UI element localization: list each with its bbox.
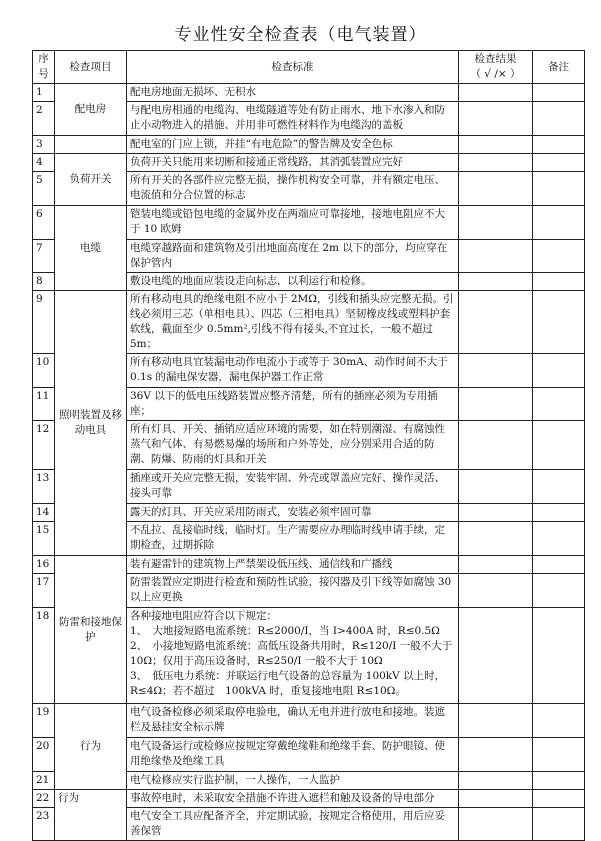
row-standard: 不乱拉、乱接临时线，临时灯。生产需要应办理临时线申请手续，定期检查，过期拆除	[127, 522, 459, 556]
row-standard: 所有灯具、开关、插销应适应环境的需要，如在特别潮湿、有腐蚀性蒸气和气体、有易燃易爆的场所和户外等处，应分别采用合适的防潮、防爆、防雨的灯具和开关	[127, 421, 459, 470]
group-label: 行为	[55, 790, 127, 841]
result-cell[interactable]	[459, 291, 533, 354]
table-row	[33, 136, 585, 154]
row-number: 18	[33, 608, 55, 704]
row-number: 3	[33, 136, 55, 154]
row-number: 12	[33, 421, 55, 470]
result-cell[interactable]	[459, 84, 533, 102]
row-standard: 电气设备运行或检修应按规定穿戴绝缘鞋和绝缘手套、防护眼镜、使用绝缘垫及绝缘工具	[127, 738, 459, 772]
row-standard: 负荷开关只能用来切断和接通正常线路，其消弧装置应完好	[127, 154, 459, 172]
note-cell[interactable]	[533, 84, 585, 102]
note-cell[interactable]	[533, 273, 585, 291]
row-number: 21	[33, 772, 55, 790]
group-label	[55, 136, 127, 154]
result-cell[interactable]	[459, 136, 533, 154]
std-line: 2、 小接地短路电流系统：高低压设备共用时，R≤120/I 一般不大于 10Ω；仅用于高压设备时，R≤250/I 一般不大于 10Ω	[130, 640, 463, 667]
note-cell[interactable]	[533, 240, 585, 273]
note-cell[interactable]	[533, 102, 585, 136]
note-cell[interactable]	[533, 136, 585, 154]
row-standard: 敷设电缆的地面应装设走向标志，以利运行和检修。	[127, 273, 459, 291]
header-standard: 检查标准	[127, 51, 459, 84]
note-cell[interactable]	[533, 556, 585, 574]
result-cell[interactable]	[459, 470, 533, 504]
note-cell[interactable]	[533, 772, 585, 790]
checklist-table	[32, 50, 585, 841]
row-number: 17	[33, 574, 55, 608]
result-cell[interactable]	[459, 273, 533, 291]
row-standard: 所有移动电具宜装漏电动作电流小于或等于 30mA、动作时间不大于 0.1s 的漏电保安器，漏电保护器工作正常	[127, 354, 459, 388]
result-cell[interactable]	[459, 421, 533, 470]
note-cell[interactable]	[533, 206, 585, 240]
group-label: 防雷和接地保护	[55, 556, 127, 704]
row-standard: 36V 以下的低电压线路装置应整齐清楚，所有的插座必须为专用插座；	[127, 388, 459, 421]
result-cell[interactable]	[459, 704, 533, 738]
row-standard: 防雷装置应定期进行检查和预防性试验，接闪器及引下线等如腐蚀 30 以上应更换	[127, 574, 459, 608]
row-number: 14	[33, 504, 55, 522]
std-line: 各种接地电阻应符合以下规定：	[130, 610, 277, 622]
row-number: 20	[33, 738, 55, 772]
row-number: 8	[33, 273, 55, 291]
header-row	[33, 51, 585, 84]
note-cell[interactable]	[533, 354, 585, 388]
row-standard: 电缆穿越路面和建筑物及引出地面高度在 2m 以下的部分，均应穿在保护管内	[127, 240, 459, 273]
row-standard-multiline	[127, 608, 463, 704]
row-standard: 所有移动电具的绝缘电阻不应小于 2MΩ，引线和插头应完整无损。引线必须用三芯（单相电具）、四芯（三相电具）坚韧橡皮线或塑料护套软线，截面至少 0.5mm²,引线不得有接头,不宜过长，一般不超过 5m；	[127, 291, 459, 354]
row-number: 10	[33, 354, 55, 388]
row-standard: 铠装电缆或铅包电缆的金属外皮在两端应可靠接地，接地电阻应不大于 10 欧姆	[127, 206, 459, 240]
row-number: 16	[33, 556, 55, 574]
group-label: 照明装置及移动电具	[55, 291, 127, 556]
result-cell[interactable]	[459, 574, 533, 608]
row-standard: 配电房地面无损坏、无积水	[127, 84, 459, 102]
row-standard: 装有避雷针的建筑物上严禁架设低压线、通信线和广播线	[127, 556, 459, 574]
row-number: 4	[33, 154, 55, 172]
note-cell[interactable]	[533, 574, 585, 608]
result-cell[interactable]	[459, 240, 533, 273]
row-standard: 配电室的门应上锁，并挂“有电危险”的警告牌及安全色标	[127, 136, 459, 154]
header-item: 检查项目	[55, 51, 127, 84]
result-cell[interactable]	[459, 556, 533, 574]
note-cell[interactable]	[533, 608, 585, 704]
row-number: 6	[33, 206, 55, 240]
note-cell[interactable]	[533, 738, 585, 772]
result-cell[interactable]	[459, 772, 533, 790]
page-title: 专业性安全检查表（电气装置）	[174, 25, 427, 45]
result-cell[interactable]	[459, 354, 533, 388]
result-cell[interactable]	[459, 738, 533, 772]
result-cell[interactable]	[459, 522, 533, 556]
note-cell[interactable]	[533, 522, 585, 556]
row-standard: 事故停电时，未采取安全措施不许进入遮栏和触及设备的导电部分	[127, 790, 459, 808]
result-cell[interactable]	[459, 504, 533, 522]
header-seq: 序号	[33, 51, 55, 84]
note-cell[interactable]	[533, 704, 585, 738]
result-cell[interactable]	[459, 388, 533, 421]
row-standard: 所有开关的各部件应完整无损，操作机构安全可靠，并有额定电压、电流值和分合位置的标志	[127, 172, 459, 206]
header-note: 备注	[533, 51, 585, 84]
row-standard: 露天的灯具、开关应采用防雨式，安装必须牢固可靠	[127, 504, 459, 522]
result-cell[interactable]	[459, 790, 533, 808]
note-cell[interactable]	[533, 172, 585, 206]
header-result-mark: （ √ /× ）	[470, 68, 521, 80]
note-cell[interactable]	[533, 388, 585, 421]
result-cell[interactable]	[459, 102, 533, 136]
table-row	[33, 704, 585, 738]
result-cell[interactable]	[459, 172, 533, 206]
row-standard: 插座或开关应完整无损，安装牢固、外壳或罩盖应完好、操作灵活、接头可靠	[127, 470, 459, 504]
row-number: 15	[33, 522, 55, 556]
row-standard: 电气检修应实行监护制，一人操作，一人监护	[127, 772, 459, 790]
result-cell[interactable]	[459, 608, 533, 704]
note-cell[interactable]	[533, 421, 585, 470]
row-number: 9	[33, 291, 55, 354]
row-number: 2	[33, 102, 55, 136]
group-label: 电缆	[55, 206, 127, 291]
row-number: 19	[33, 704, 55, 738]
row-standard: 电气安全工具应配备齐全，并定期试验，按规定合格使用，用后应妥善保管	[127, 808, 459, 841]
result-cell[interactable]	[459, 206, 533, 240]
table-row	[33, 84, 585, 102]
note-cell[interactable]	[533, 808, 585, 841]
row-number: 13	[33, 470, 55, 504]
header-result-label: 检查结果	[474, 53, 517, 65]
note-cell[interactable]	[533, 291, 585, 354]
row-number: 11	[33, 388, 55, 421]
row-standard: 与配电房相通的电缆沟、电缆隧道等处有防止雨水、地下水渗入和防止小动物进入的措施、并用非可燃性材料作为电缆沟的盖板	[127, 102, 459, 136]
row-number: 5	[33, 172, 55, 206]
row-number: 1	[33, 84, 55, 102]
group-label: 行为	[55, 704, 127, 790]
table-row	[33, 206, 585, 240]
note-cell[interactable]	[533, 790, 585, 808]
header-result	[459, 51, 533, 84]
result-cell[interactable]	[459, 808, 533, 841]
note-cell[interactable]	[533, 504, 585, 522]
row-standard: 电气设备检修必须采取停电验电，确认无电并进行放电和接地。装遮栏及悬挂安全标示牌	[127, 704, 459, 738]
group-label: 配电房	[55, 84, 127, 136]
row-number: 22	[33, 790, 55, 808]
row-number: 23	[33, 808, 55, 841]
table-row	[33, 790, 585, 808]
row-number: 7	[33, 240, 55, 273]
note-cell[interactable]	[533, 154, 585, 172]
std-line: 1、 大地接短路电流系统：R≤2000/I，当 I>400A 时，R≤0.5Ω	[130, 625, 440, 637]
group-label: 负荷开关	[55, 154, 127, 206]
note-cell[interactable]	[533, 470, 585, 504]
result-cell[interactable]	[459, 154, 533, 172]
table-row	[33, 154, 585, 172]
std-line: 3、 低压电力系统：并联运行电气设备的总容量为 100kV 以上时，R≤4Ω；若不超过 100kVA 时，重复接地电阻 R≤10Ω。	[130, 670, 446, 697]
table-row	[33, 556, 585, 574]
table-row	[33, 291, 585, 354]
